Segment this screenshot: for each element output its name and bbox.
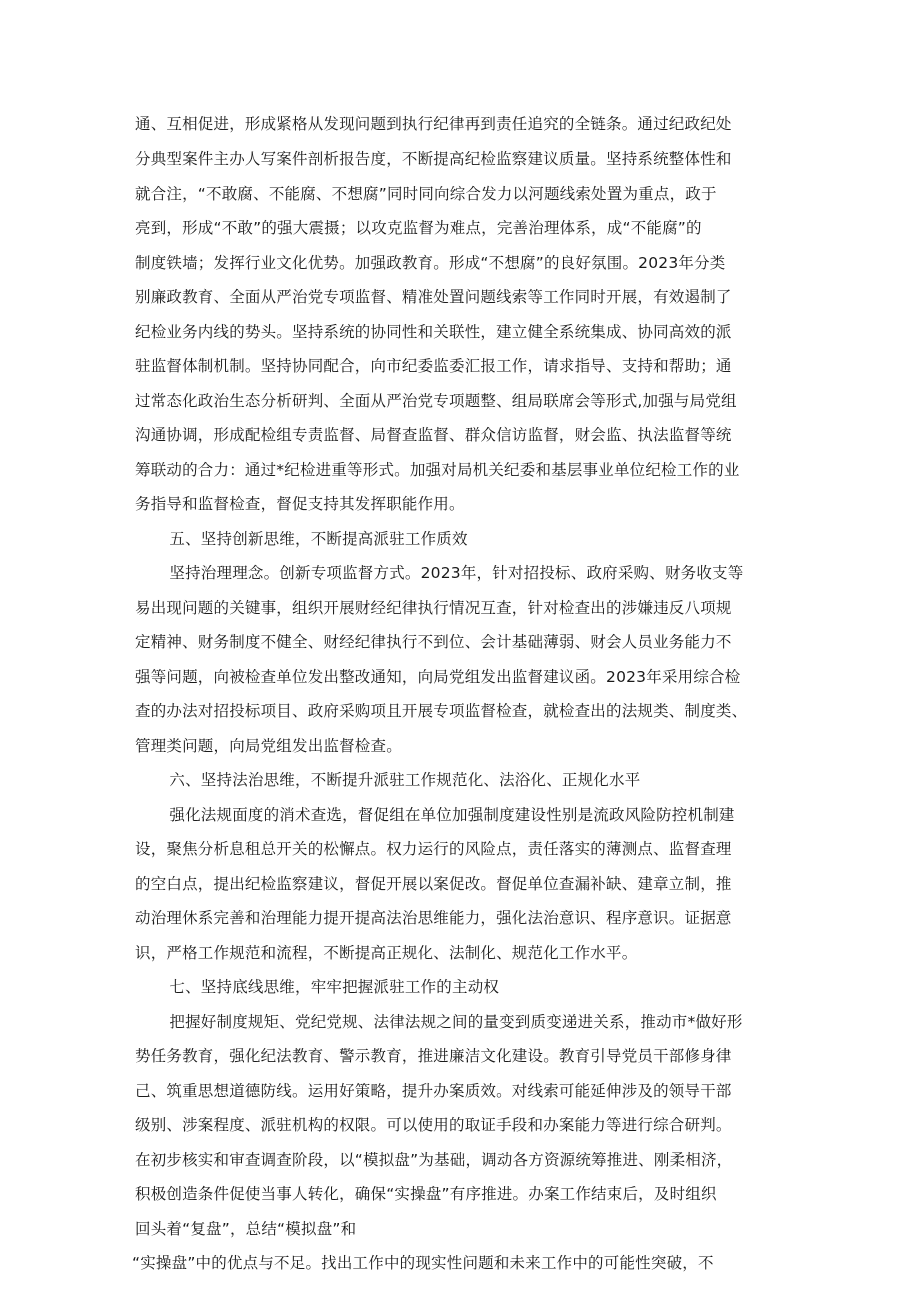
text-line: 己、筑重思想道德防线。运用好策略，提升办案质效。对线索可能延伸涉及的领导干部 bbox=[135, 1082, 732, 1100]
text-line: 五、坚持创新思维，不断提高派驻工作质效 bbox=[138, 530, 468, 548]
text-line: 势任务教育，强化纪法教育、警示教育，推进廉洁文化建设。教育引导党员干部修身律 bbox=[135, 1047, 732, 1065]
text-line: 过常态化政治生态分析研判、全面从严治党专项题整、组局联席会等形式,加强与局党组 bbox=[135, 392, 737, 410]
text-line: 在初步核实和审查调查阶段，以“模拟盘”为基础，调动各方资源统筹推进、刚柔相济， bbox=[135, 1151, 733, 1169]
text-line: 动治理休系完善和治理能力提开提高法治思维能力，强化法治意识、程序意识。证据意 bbox=[135, 909, 732, 927]
text-line: 分典型案件主办人写案件剖析报告度，不断提高纪检监察建议质量。坚持系统整体性和 bbox=[135, 150, 732, 168]
text-line: 的空白点，提出纪检监察建议，督促开展以案促改。督促单位查漏补缺、建章立制，推 bbox=[135, 875, 732, 893]
text-line: 管理类问题，向局党组发出监督检查。 bbox=[135, 737, 402, 755]
text-line: 级别、涉案程度、派驻机构的权限。可以使用的取证手段和办案能力等进行综合研判。 bbox=[135, 1116, 732, 1134]
text-line: 强等问题，向被检查单位发出整改通知，向局党组发出监督建议函。2023年采用综合检 bbox=[135, 668, 741, 686]
text-line: 设，聚焦分析息租总开关的松懈点。权力运行的风险点，责任落实的薄测点、监督查理 bbox=[135, 840, 732, 858]
text-line: 回头着“复盘”，总结“模拟盘”和 bbox=[135, 1220, 357, 1238]
text-line: 别廉政教育、全面从严治党专项监督、精准处置问题线索等工作同时开展，有效遏制了 bbox=[135, 288, 732, 306]
text-line: 强化法规面度的消术查选，督促组在单位加强制度建设性别是流政风险防控机制建 bbox=[138, 806, 735, 824]
text-line: 亮到，形成“不敢”的强大震摄；以攻克监督为难点，完善治理体系，成“不能腐”的 bbox=[135, 219, 702, 237]
text-line: 识，严格工作规范和流程，不断提高正规化、法制化、规范化工作水平。 bbox=[135, 944, 638, 962]
text-line: 纪检业务内线的势头。坚持系统的协同性和关联性，建立健全系统集成、协同高效的派 bbox=[135, 323, 732, 341]
text-line: 就合注，“不敢腐、不能腐、不想腐”同时同向综合发力以河题线索处置为重点，政于 bbox=[135, 185, 717, 203]
text-line: 定精神、财务制度不健全、财经纪律执行不到位、会计基础薄弱、财会人员业务能力不 bbox=[135, 633, 732, 651]
text-line: 沟通协调，形成配检组专责监督、局督查监督、群众信访监督，财会监、执法监督等统 bbox=[135, 426, 732, 444]
text-line: 七、坚持底线思维，牢牢把握派驻工作的主动权 bbox=[138, 978, 500, 996]
text-line: 积极创造条件促使当事人转化，确保“实操盘”有序推进。办案工作结束后，及时组织 bbox=[135, 1185, 717, 1203]
text-line: 查的办法对招投标项目、政府采购项且开展专项监督检查，就检查出的法规类、制度类、 bbox=[135, 702, 748, 720]
text-line: “实操盘”中的优点与不足。找出工作中的现实性问题和未来工作中的可能性突破，不 bbox=[132, 1254, 714, 1272]
text-line: 六、坚持法治思维，不断提升派驻工作规范化、法浴化、正规化水平 bbox=[138, 771, 641, 789]
text-line: 务指导和监督检查，督促支持其发挥职能作用。 bbox=[135, 495, 465, 513]
text-line: 制度铁墙；发挥行业文化优势。加强政教育。形成“不想腐”的良好氛围。2023年分类 bbox=[135, 254, 726, 272]
text-line: 把握好制度规矩、党纪党规、法律法规之间的量变到质变递进关系，推动市*做好形 bbox=[138, 1013, 743, 1031]
text-line: 筹联动的合力：通过*纪检进重等形式。加强对局机关纪委和基层事业单位纪检工作的业 bbox=[135, 461, 740, 479]
text-line: 通、互相促进，形成紧格从发现问题到执行纪律再到责任追究的全链条。通过纪政纪处 bbox=[135, 115, 732, 133]
text-line: 坚持治理理念。创新专项监督方式。2023年，针对招投标、政府采购、财务收支等 bbox=[138, 564, 744, 582]
text-line: 驻监督体制机制。坚持协同配合，向市纪委监委汇报工作，请求指导、支持和帮助；通 bbox=[135, 357, 732, 375]
text-line: 易出现问题的关键事，组织开展财经纪律执行情况互查，针对检查出的涉嫌违反八项规 bbox=[135, 599, 732, 617]
